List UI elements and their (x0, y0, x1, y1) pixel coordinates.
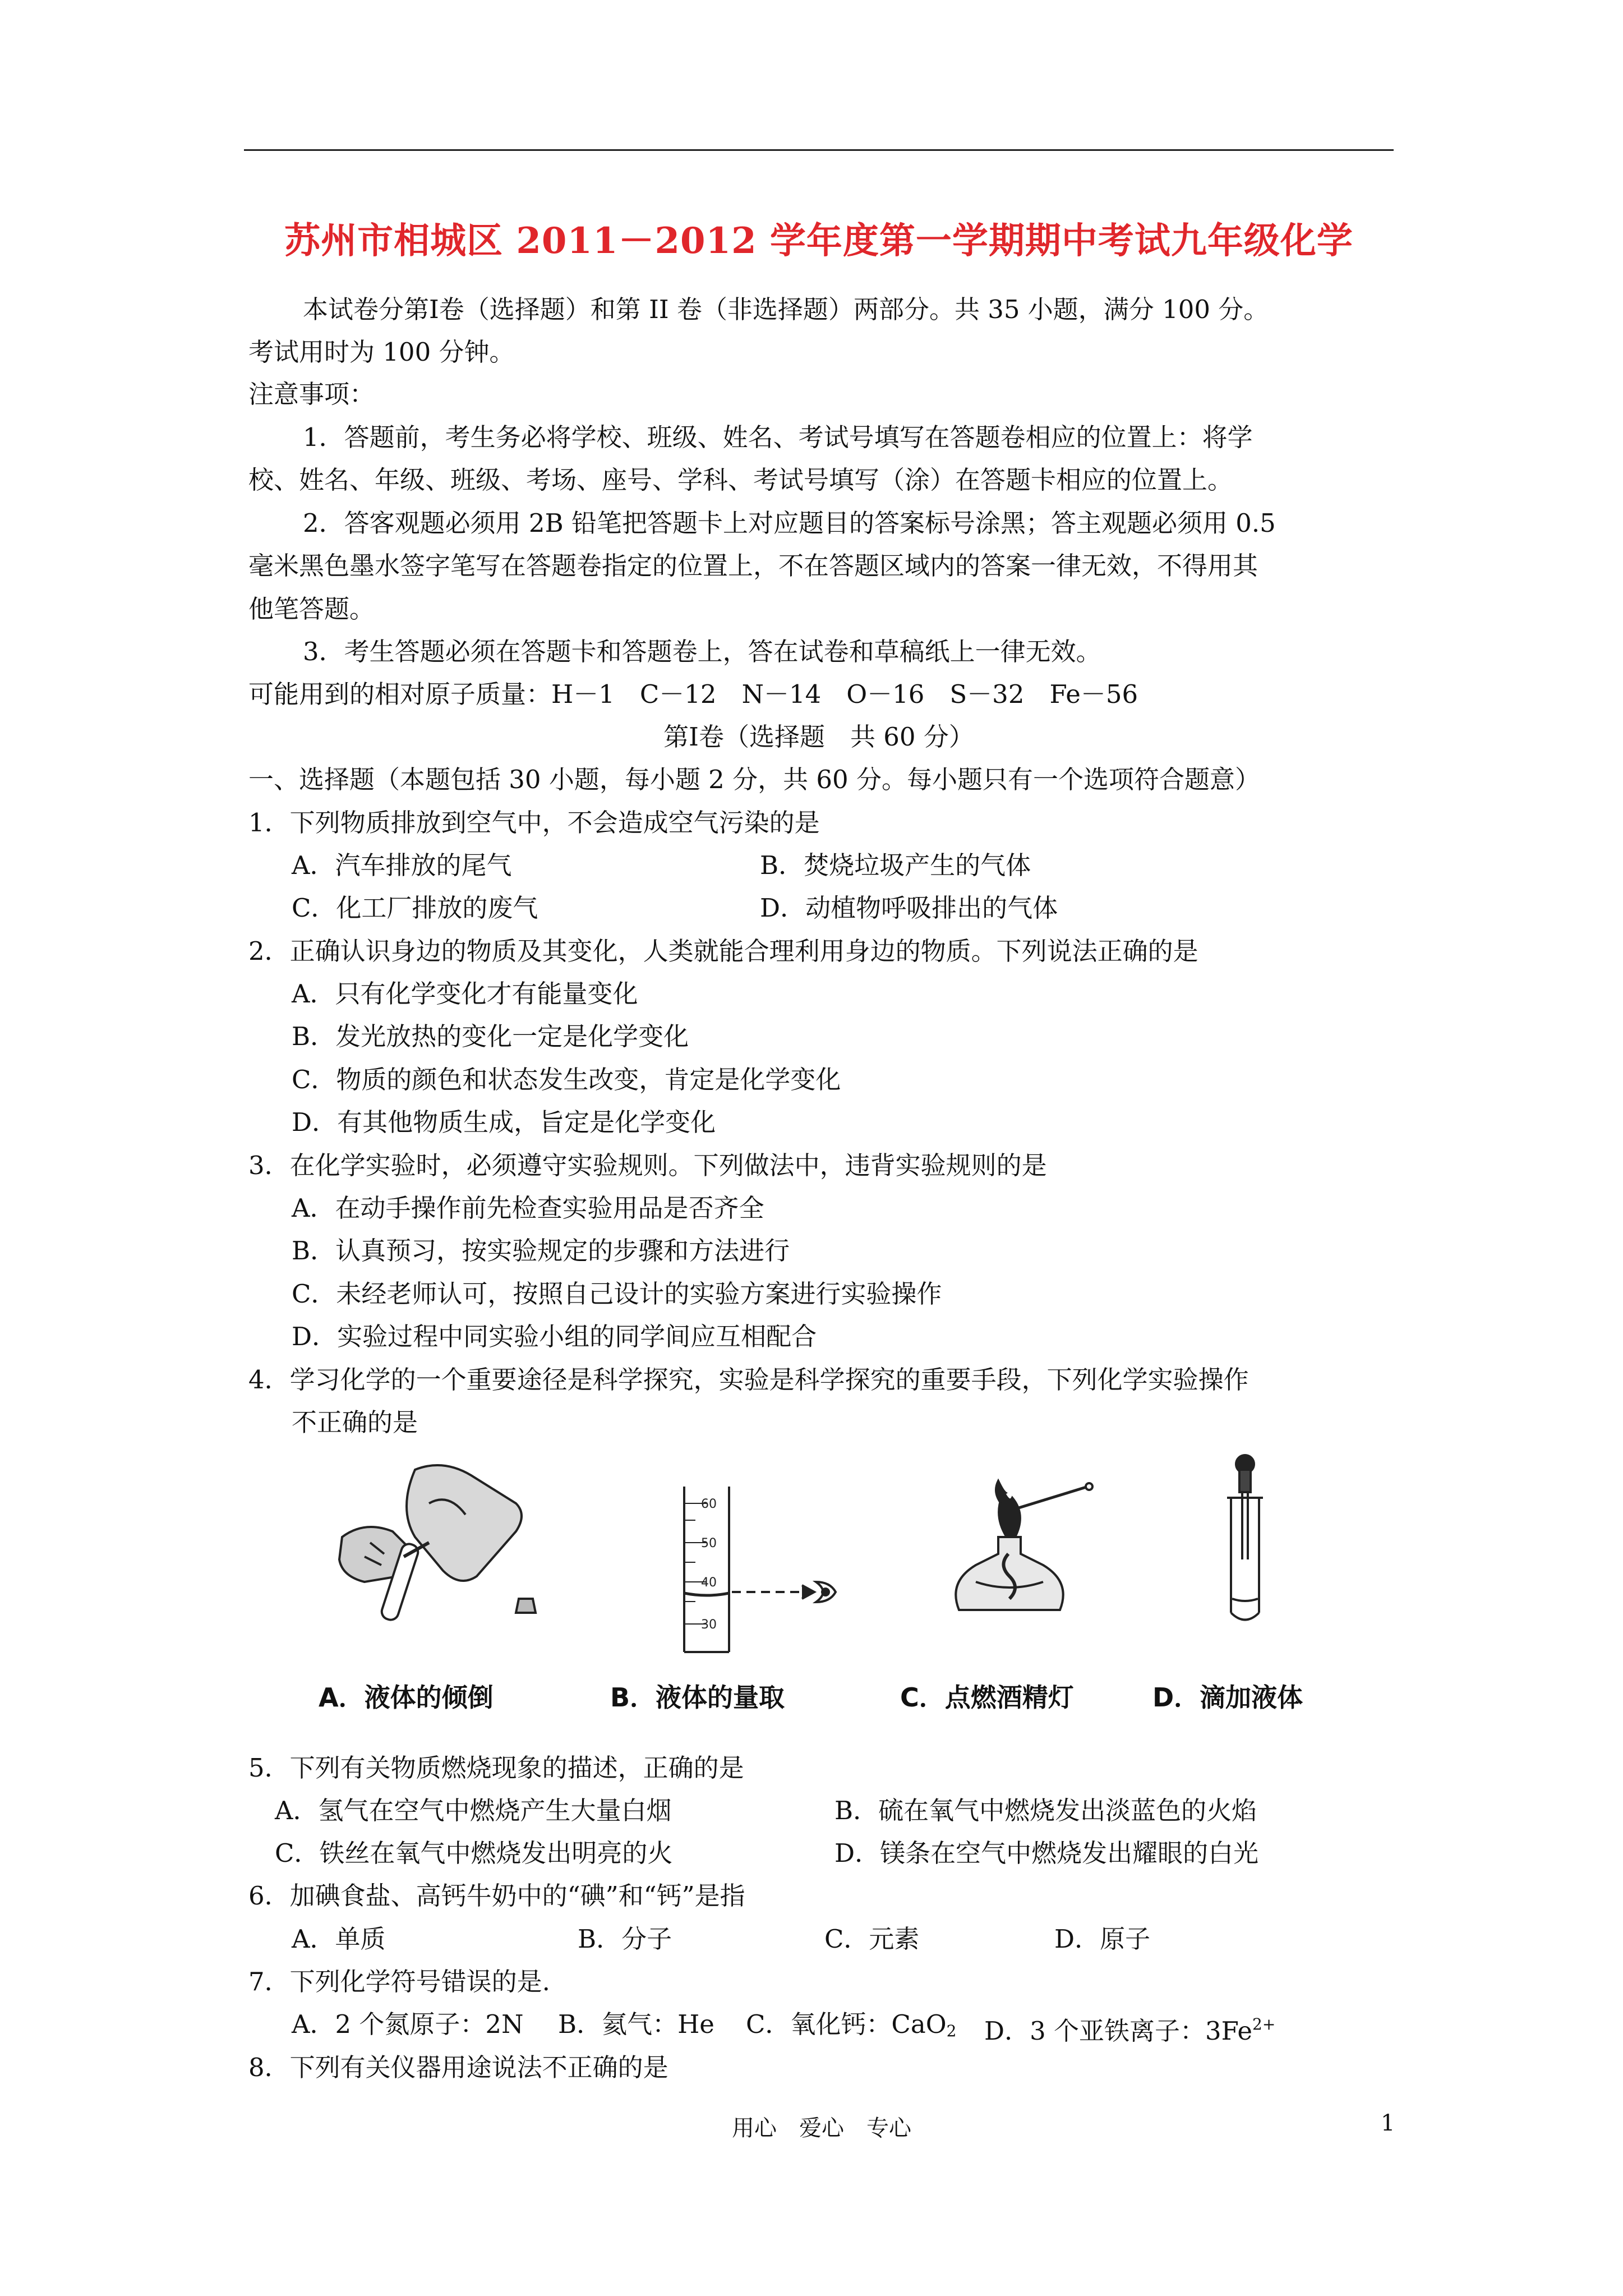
q7-option-c (746, 2008, 956, 2048)
q2-option-a: A．只有化学变化才有能量变化 (292, 979, 638, 1009)
q4-stem-1: 4．学习化学的一个重要途径是科学探究，实验是科学探究的重要手段，下列化学实验操作 (248, 1365, 1249, 1395)
tick-50: 50 (701, 1536, 717, 1550)
notice-1a: 1．答题前，考生务必将学校、班级、姓名、考试号填写在答题卷相应的位置上：将学 (303, 422, 1253, 452)
notice-2c: 他笔答题。 (248, 594, 375, 624)
q7-option-b: B．氦气：He (558, 2009, 714, 2039)
figure-dropper-test-tube (1206, 1453, 1284, 1627)
footer-slogan: 用心 爱心 专心 (732, 2115, 911, 2141)
q8-stem: 8．下列有关仪器用途说法不正确的是 (248, 2053, 668, 2082)
q5-stem: 5．下列有关物质燃烧现象的描述，正确的是 (248, 1753, 744, 1783)
tick-60: 60 (701, 1497, 717, 1511)
caption-b: B．液体的量取 (610, 1682, 785, 1713)
q1-option-a: A．汽车排放的尾气 (292, 850, 512, 880)
q1-stem: 1．下列物质排放到空气中，不会造成空气污染的是 (248, 808, 820, 838)
q5-option-a: A．氢气在空气中燃烧产生大量白烟 (275, 1796, 672, 1825)
notice-3: 3．考生答题必须在答题卡和答题卷上，答在试卷和草稿纸上一律无效。 (303, 637, 1101, 666)
q7-stem: 7．下列化学符号错误的是. (248, 1967, 550, 1996)
part-header: 一、选择题（本题包括 30 小题，每小题 2 分，共 60 分。每小题只有一个选项符合题意） (248, 765, 1260, 794)
figure-liquid-pouring (331, 1458, 538, 1627)
q5-option-d: D．镁条在空气中燃烧发出耀眼的白光 (834, 1838, 1259, 1868)
q3-option-c: C．未经老师认可，按照自己设计的实验方案进行实验操作 (292, 1279, 942, 1309)
page-number: 1 (1381, 2110, 1395, 2136)
q5-option-c: C．铁丝在氧气中燃烧发出明亮的火 (275, 1838, 673, 1868)
q2-stem: 2．正确认识身边的物质及其变化，人类就能合理利用身边的物质。下列说法正确的是 (248, 936, 1198, 966)
notice-2b: 毫米黑色墨水签字笔写在答题卷指定的位置上，不在答题区域内的答案一律无效，不得用其 (248, 551, 1258, 581)
q3-option-d: D．实验过程中同实验小组的同学间应互相配合 (292, 1322, 817, 1351)
q6-option-b: B．分子 (578, 1924, 672, 1954)
q3-option-a: A．在动手操作前先检查实验用品是否齐全 (292, 1193, 764, 1223)
figure-measuring-cylinder (662, 1487, 852, 1655)
q6-stem: 6．加碘食盐、高钙牛奶中的“碘”和“钙”是指 (248, 1881, 745, 1911)
q6-option-d: D．原子 (1054, 1924, 1151, 1954)
q7-option-a: A．2 个氮原子：2N (292, 2009, 524, 2039)
q2-option-b: B．发光放热的变化一定是化学变化 (292, 1022, 689, 1051)
caption-d: D．滴加液体 (1152, 1682, 1303, 1713)
intro-line-1: 本试卷分第Ⅰ卷（选择题）和第 II 卷（非选择题）两部分。共 35 小题，满分 100 分。 (303, 295, 1269, 324)
q6-option-a: A．单质 (292, 1924, 386, 1954)
header-rule (244, 149, 1394, 151)
q1-option-d: D．动植物呼吸排出的气体 (760, 893, 1058, 923)
q4-stem-2: 不正确的是 (292, 1407, 418, 1437)
tick-40: 40 (701, 1576, 717, 1590)
intro-line-2: 考试用时为 100 分钟。 (248, 337, 515, 367)
q6-option-c: C．元素 (824, 1924, 920, 1954)
caption-c: C．点燃酒精灯 (900, 1682, 1074, 1713)
q5-option-b: B．硫在氧气中燃烧发出淡蓝色的火焰 (834, 1796, 1257, 1825)
q7-option-d (984, 2008, 1275, 2048)
notice-2a: 2．答客观题必须用 2B 铅笔把答题卡上对应题目的答案标号涂黑；答主观题必须用 0.5 (303, 508, 1276, 538)
figure-alcohol-lamp (942, 1470, 1094, 1632)
q3-stem: 3．在化学实验时，必须遵守实验规则。下列做法中，违背实验规则的是 (248, 1151, 1047, 1180)
q3-option-b: B．认真预习，按实验规定的步骤和方法进行 (292, 1236, 790, 1266)
section-title: 第Ⅰ卷（选择题 共 60 分） (663, 722, 974, 752)
q7-option-d-text: D．3 个亚铁离子：3Fe (984, 2016, 1253, 2046)
exam-title: 苏州市相城区 2011－2012 学年度第一学期期中考试九年级化学 (284, 220, 1353, 262)
notice-label: 注意事项： (248, 379, 375, 409)
q7-option-c-subscript: 2 (946, 2022, 957, 2040)
q1-option-b: B．焚烧垃圾产生的气体 (760, 850, 1031, 880)
atomic-mass-line: 可能用到的相对原子质量：H－1 C－12 N－14 O－16 S－32 Fe－56 (248, 679, 1138, 709)
caption-a: A．液体的倾倒 (319, 1682, 494, 1713)
q7-option-c-text: C．氧化钙：CaO (746, 2009, 947, 2039)
tick-30: 30 (701, 1618, 717, 1632)
q2-option-d: D．有其他物质生成，旨定是化学变化 (292, 1107, 716, 1137)
q1-option-c: C．化工厂排放的废气 (292, 893, 538, 923)
q7-option-d-superscript: 2+ (1252, 2015, 1276, 2033)
notice-1b: 校、姓名、年级、班级、考场、座号、学科、考试号填写（涂）在答题卡相应的位置上。 (248, 465, 1233, 495)
q2-option-c: C．物质的颜色和状态发生改变，肯定是化学变化 (292, 1065, 841, 1094)
